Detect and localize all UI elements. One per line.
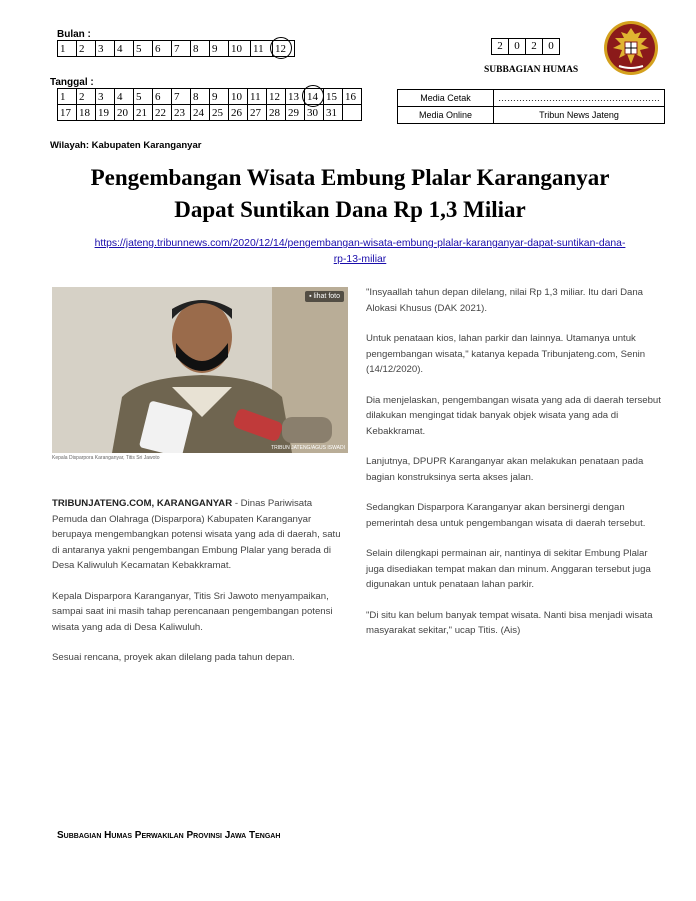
paragraph: Lanjutnya, DPUPR Karanganyar akan melakukan penataan pada bagian konstruksinya serta akses jalan. xyxy=(366,456,644,483)
grid-cell: 7 xyxy=(172,41,191,57)
url-line[interactable]: rp-13-miliar xyxy=(333,254,387,265)
grid-cell: 10 xyxy=(229,89,248,105)
camera-icon: ▪ xyxy=(309,293,312,300)
grid-cell: 20 xyxy=(115,105,134,121)
grid-cell: 3 xyxy=(96,89,115,105)
grid-cell: 21 xyxy=(134,105,153,121)
garuda-emblem-icon xyxy=(603,20,659,76)
grid-cell: 30 xyxy=(305,105,324,121)
grid-cell: 24 xyxy=(191,105,210,121)
photo-badge[interactable] xyxy=(305,291,344,302)
grid-cell: 14 xyxy=(305,89,324,105)
grid-cell: 13 xyxy=(286,89,305,105)
grid-cell: 25 xyxy=(210,105,229,121)
grid-cell xyxy=(343,105,362,121)
left-column xyxy=(52,496,348,681)
grid-cell: 5 xyxy=(134,41,153,57)
grid-cell: 8 xyxy=(191,41,210,57)
grid-cell: 11 xyxy=(248,89,267,105)
grid-cell: 1 xyxy=(58,89,77,105)
grid-cell: 3 xyxy=(96,41,115,57)
paragraph: "Insyaallah tahun depan dilelang, nilai Rp 1,3 miliar. Itu dari Dana Alokasi Khusus (DAK 2021). xyxy=(366,287,644,314)
paragraph: Sedangkan Disparpora Karanganyar akan bersinergi dengan pemerintah desa untuk pengembangan wisata di daerah tersebut. xyxy=(366,502,646,529)
paragraph xyxy=(52,496,348,574)
paragraph: Dia menjelaskan, pengembangan wisata yang ada di daerah tersebut dilakukan mengingat tidak banyak objek wisata yang ada di Kebakkramat. xyxy=(366,394,661,437)
grid-cell: 16 xyxy=(343,89,362,105)
grid-cell: 7 xyxy=(172,89,191,105)
grid-cell: 17 xyxy=(58,105,77,121)
grid-cell: 5 xyxy=(134,89,153,105)
bulan-label: Bulan : xyxy=(57,29,91,40)
title-line: Dapat Suntikan Dana Rp 1,3 Miliar xyxy=(174,197,526,222)
grid-cell: 9 xyxy=(210,41,229,57)
paragraph: Kepala Disparpora Karanganyar, Titis Sri Jawoto menyampaikan, sampai saat ini masih tahap perencanaan pengembangan potensi wisata yang ada di Desa Kaliwuluh. xyxy=(52,590,333,633)
media-value: Tribun News Jateng xyxy=(494,107,665,124)
grid-cell: 28 xyxy=(267,105,286,121)
media-row xyxy=(398,107,665,124)
media-row xyxy=(398,90,665,107)
paragraph: Sesuai rencana, proyek akan dilelang pada tahun depan. xyxy=(52,652,295,663)
grid-cell: 15 xyxy=(324,89,343,105)
grid-cell: 10 xyxy=(229,41,251,57)
wilayah-label: Wilayah: Kabupaten Karanganyar xyxy=(50,140,202,151)
photo-credit: TRIBUN JATENG/AGUS ISWADI xyxy=(271,445,345,451)
grid-cell: 23 xyxy=(172,105,191,121)
year-digit: 0 xyxy=(542,38,560,55)
grid-cell: 9 xyxy=(210,89,229,105)
grid-cell: 11 xyxy=(251,41,273,57)
year-digit: 0 xyxy=(508,38,526,55)
dateline: TRIBUNJATENG.COM, KARANGANYAR xyxy=(52,498,233,509)
year-digit: 2 xyxy=(525,38,543,55)
grid-cell: 1 xyxy=(58,41,77,57)
grid-cell: 4 xyxy=(115,89,134,105)
paragraph: "Di situ kan belum banyak tempat wisata. Nanti bisa menjadi wisata masyarakat sekitar," ucap Titis. (Ais) xyxy=(366,609,653,636)
department-label: SUBBAGIAN HUMAS xyxy=(484,65,579,75)
grid-cell: 19 xyxy=(96,105,115,121)
grid-cell: 27 xyxy=(248,105,267,121)
selected-circle xyxy=(270,37,292,59)
grid-cell: 8 xyxy=(191,89,210,105)
year-digit: 2 xyxy=(491,38,509,55)
paragraph: Untuk penataan kios, lahan parkir dan lainnya. Utamanya untuk pengembangan wisata," katanya kepada Tribunjateng.com, Senin (14/12/2020). xyxy=(366,333,646,375)
article-title xyxy=(40,162,660,226)
paragraph: Selain dilengkapi permainan air, nantinya di sekitar Embung Plalar juga disediakan tempat makan dan minum. Anggaran tersebut juga digunakan untuk penataan lahan parkir. xyxy=(366,548,651,590)
media-table xyxy=(397,89,665,124)
photo-caption: Kepala Disparpora Karanganyar, Titis Sri Jawoto xyxy=(52,455,160,461)
grid-cell: 26 xyxy=(229,105,248,121)
photo-badge-label: lihat foto xyxy=(313,293,340,300)
paragraph-text: - Dinas Pariwisata Pemuda dan Olahraga (Disparpora) Kabupaten Karanganyar berupaya mengembangkan potensi wisata yang ada di daerah, satu di antaranya yakni pengembangan Embung Plalar yang berada di Desa Kaliwuluh Kecamatan Kebakkramat. xyxy=(52,498,341,571)
grid-cell: 6 xyxy=(153,89,172,105)
footer-text: Subbagian Humas Perwakilan Provinsi Jawa Tengah xyxy=(57,830,281,841)
media-value: ……………………………………………… xyxy=(494,90,665,107)
grid-cell: 2 xyxy=(77,89,96,105)
right-column xyxy=(366,285,662,654)
person-photo-icon xyxy=(52,287,348,453)
url-line[interactable]: https://jateng.tribunnews.com/2020/12/14/pengembangan-wisata-embung-plalar-karanganyar-dapat-suntikan-dana- xyxy=(94,238,626,249)
grid-cell: 6 xyxy=(153,41,172,57)
grid-cell: 12 xyxy=(267,89,286,105)
tanggal-table xyxy=(57,88,362,121)
media-label: Media Online xyxy=(398,107,494,124)
grid-cell: 2 xyxy=(77,41,96,57)
grid-cell: 22 xyxy=(153,105,172,121)
grid-cell: 12 xyxy=(273,41,295,57)
article-photo xyxy=(52,287,348,453)
media-label: Media Cetak xyxy=(398,90,494,107)
grid-cell: 29 xyxy=(286,105,305,121)
bulan-table xyxy=(57,40,295,57)
tanggal-label: Tanggal : xyxy=(50,77,94,88)
title-line: Pengembangan Wisata Embung Plalar Karanganyar xyxy=(90,165,610,190)
year-boxes xyxy=(492,38,560,55)
article-url[interactable] xyxy=(40,236,680,268)
grid-cell: 4 xyxy=(115,41,134,57)
grid-cell: 31 xyxy=(324,105,343,121)
grid-cell: 18 xyxy=(77,105,96,121)
